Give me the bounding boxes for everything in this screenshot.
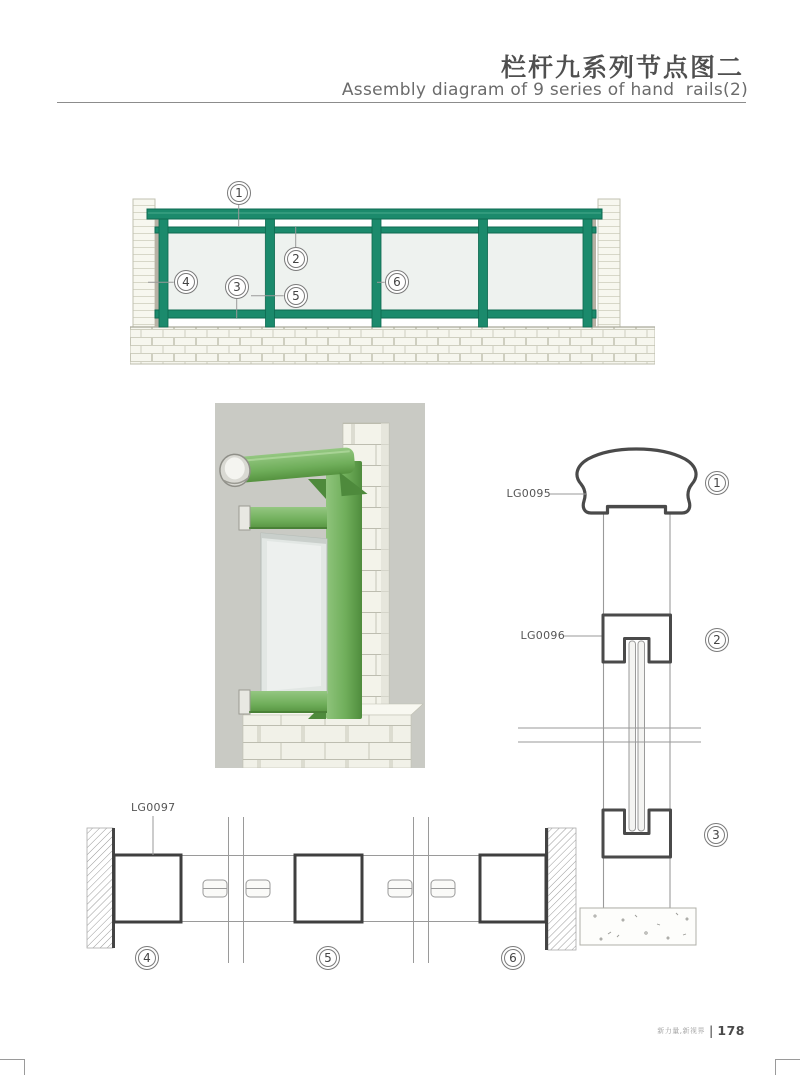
- page-footer: [657, 1023, 745, 1038]
- crop-mark-bottom-left: [0, 1059, 25, 1075]
- plan-callout-5: 5: [316, 946, 340, 970]
- plan-right-wall: [547, 828, 577, 950]
- section-leader-lines: [550, 494, 603, 636]
- elevation-callout-4: 4: [174, 270, 198, 294]
- label-lg0096: LG0096: [520, 629, 565, 642]
- footer-page-number: 178: [717, 1023, 745, 1038]
- render-bottom-rail: [239, 690, 327, 714]
- brick-wall-base: [130, 327, 655, 364]
- elevation-callout-2: 2: [284, 247, 308, 271]
- render-3d-figure: [215, 403, 425, 768]
- label-lg0097: LG0097: [131, 801, 176, 814]
- elevation-callout-6: 6: [385, 270, 409, 294]
- page-subtitle: Assembly diagram of 9 series of hand rails(2): [341, 80, 748, 100]
- footer-divider: |: [709, 1023, 714, 1038]
- top-handrail: [147, 209, 602, 219]
- elevation-callout-5: 5: [284, 284, 308, 308]
- section-callout-3: 3: [704, 823, 728, 847]
- render-mid-rail: [239, 506, 327, 530]
- elevation-callout-1: 1: [227, 181, 251, 205]
- elevation-callout-3: 3: [225, 275, 249, 299]
- section-callout-1: 1: [705, 471, 729, 495]
- concrete-base: [580, 908, 696, 945]
- section-callout-2: 2: [705, 628, 729, 652]
- plan-callout-6: 6: [501, 946, 525, 970]
- plan-callout-4: 4: [135, 946, 159, 970]
- page-title: 栏杆九系列节点图二: [500, 53, 744, 82]
- header-rule: [57, 102, 746, 103]
- railing-plan-drawing: [85, 800, 585, 965]
- plan-post-profiles: [114, 855, 546, 922]
- label-lg0095: LG0095: [506, 487, 551, 500]
- footer-tagline: 新力量,新视界: [657, 1026, 706, 1035]
- handrail-cap-profile: [577, 449, 696, 513]
- crop-mark-bottom-right: [775, 1059, 800, 1075]
- plan-left-wall: [87, 828, 114, 948]
- render-glass-panel: [261, 533, 327, 699]
